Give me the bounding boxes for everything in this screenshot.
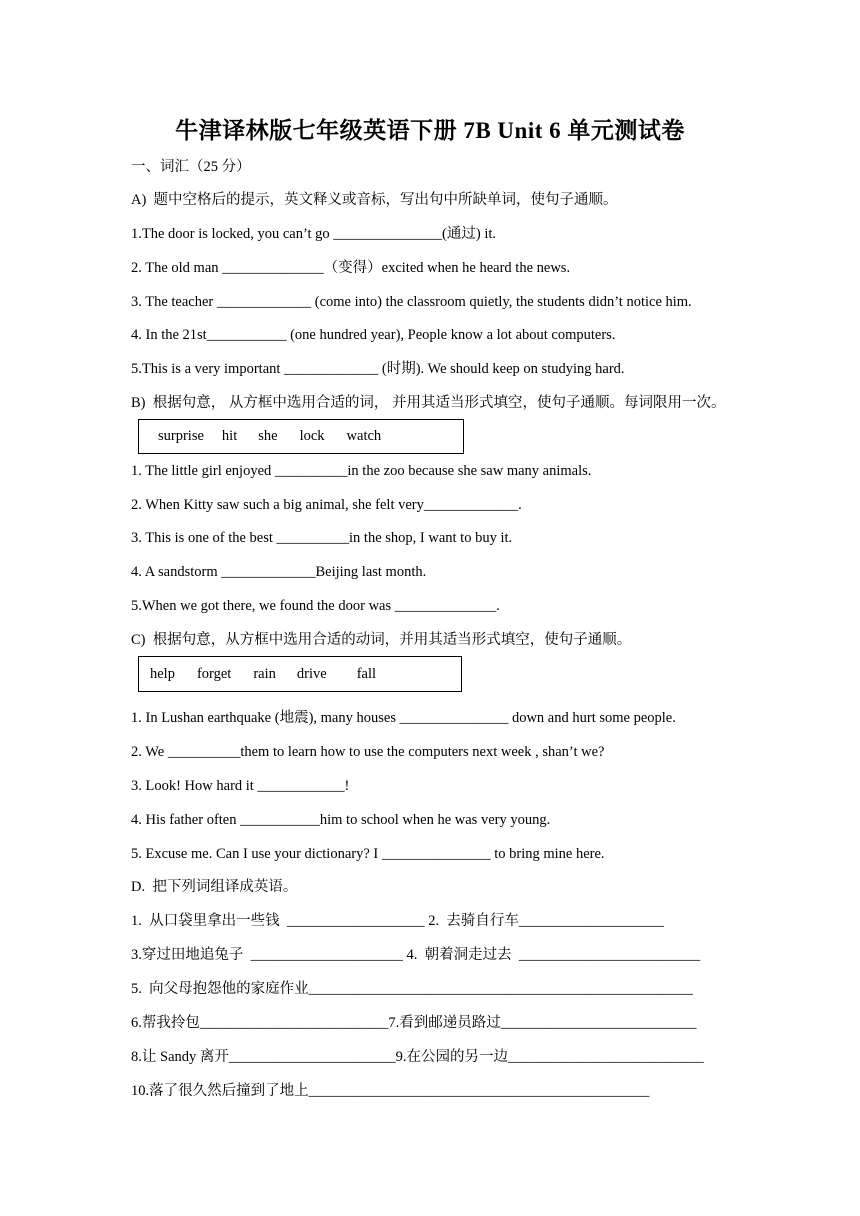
part-d-item: 8.让 Sandy 离开_______________________9.在公园的另一边___________________________ [131,1049,704,1065]
part-b-word-box [138,419,464,454]
part-c-item: 3. Look! How hard it ____________! [131,778,350,794]
word-box-item: help [150,665,175,682]
word-box-item: fall [356,665,377,682]
part-d-item: 6.帮我拎包__________________________7.看到邮递员路过___________________________ [131,1015,697,1031]
word-box-item: forget [196,665,232,682]
part-c-item: 4. His father often ___________him to school when he was very young. [131,812,551,828]
part-c-item: 1. In Lushan earthquake (地震), many houses _______________ down and hurt some people. [131,710,676,726]
word-box-item: watch [346,428,382,444]
part-b-item: 3. This is one of the best __________in the shop, I want to buy it. [131,530,513,546]
part-c-instruction: C) 根据句意，从方框中选用合适的动词，并用其适当形式填空，使句子通顺。 [131,632,632,648]
section-heading: 一、词汇（25 分） [131,159,251,175]
part-a-item: 1.The door is locked, you can’t go _______________(通过) it. [131,226,496,242]
word-box-item: rain [253,665,276,682]
part-b-item: 5.When we got there, we found the door was ______________. [131,598,500,614]
part-d-item: 1. 从口袋里拿出一些钱 ___________________ 2. 去骑自行车____________________ [131,913,664,929]
part-a-instruction: A) 题中空格后的提示，英文释义或音标，写出句中所缺单词，使句子通顺。 [131,192,618,208]
word-box-item: lock [299,428,325,444]
part-d-item: 10.落了很久然后撞到了地上_______________________________________________ [131,1083,650,1099]
page-title: 牛津译林版七年级英语下册 7B Unit 6 单元测试卷 [175,118,685,143]
part-b-item: 1. The little girl enjoyed __________in the zoo because she saw many animals. [131,463,592,479]
word-box-item: hit [221,428,238,444]
part-b-item: 2. When Kitty saw such a big animal, she felt very_____________. [131,497,522,513]
part-c-item: 2. We __________them to learn how to use the computers next week , shan’t we? [131,744,605,760]
word-box-item: she [258,428,278,444]
word-box-item: surprise [158,428,204,444]
part-a-item: 2. The old man ______________（变得）excited when he heard the news. [131,260,571,276]
part-c-item: 5. Excuse me. Can I use your dictionary? I _______________ to bring mine here. [131,846,605,862]
part-a-item: 5.This is a very important _____________ (时期). We should keep on studying hard. [131,361,625,377]
part-d-item: 5. 向父母抱怨他的家庭作业_____________________________________________________ [131,981,693,997]
part-c-word-box [138,656,462,692]
part-b-instruction: B) 根据句意， 从方框中选用合适的词， 并用其适当形式填空，使句子通顺。每词限用一次。 [131,395,726,411]
part-a-item: 4. In the 21st___________ (one hundred year), People know a lot about computers. [131,327,616,343]
part-d-item: 3.穿过田地追兔子 _____________________ 4. 朝着洞走过去 _________________________ [131,947,701,963]
word-box-item: drive [296,665,327,682]
part-a-item: 3. The teacher _____________ (come into) the classroom quietly, the students didn’t notice him. [131,294,692,310]
part-b-item: 4. A sandstorm _____________Beijing last month. [131,564,427,580]
part-d-instruction: D. 把下列词组译成英语。 [131,879,298,895]
